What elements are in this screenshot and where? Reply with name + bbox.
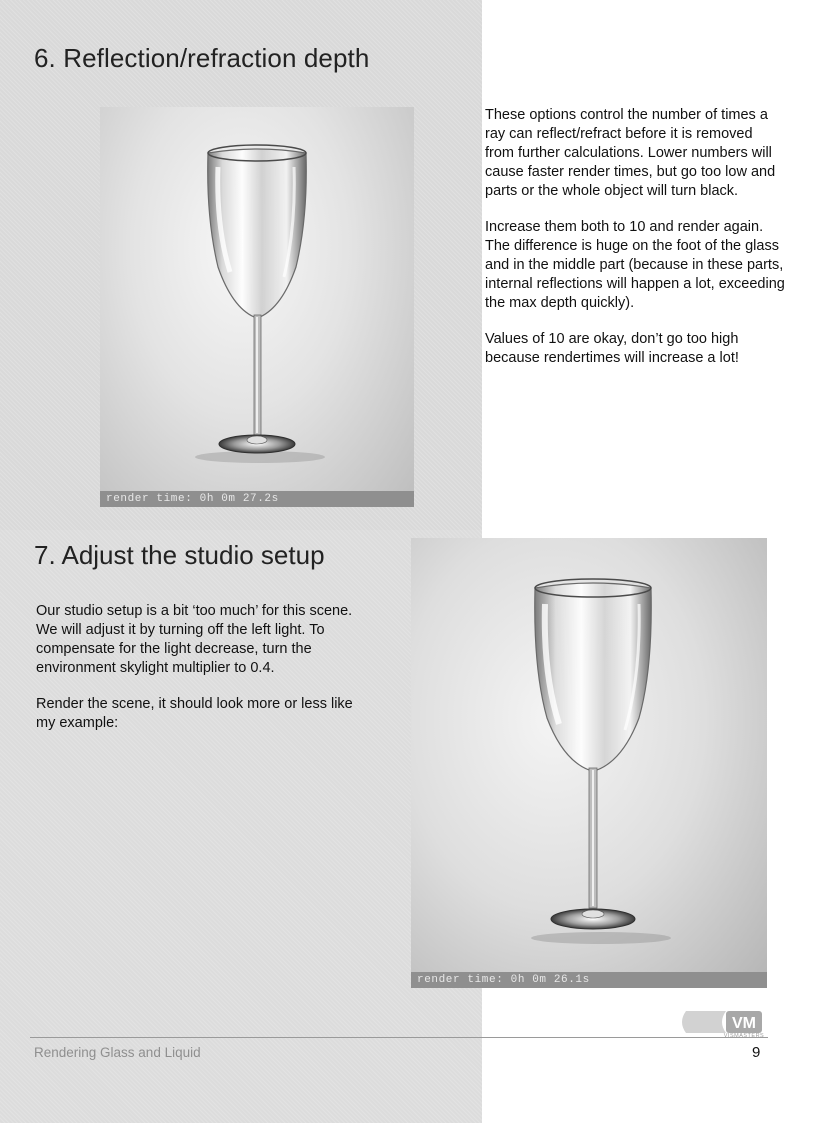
wine-glass-illustration — [411, 538, 767, 988]
logo-mark: VM — [732, 1015, 756, 1032]
wine-glass-illustration — [100, 107, 414, 507]
vismasters-logo — [678, 1007, 768, 1037]
section-6-paragraph: These options control the number of times a ray can reflect/refract before it is removed from further calculations. Lower numbers will cause faster render times, but go too low and parts or the whole object will turn black. — [485, 107, 776, 199]
section-6-text — [485, 106, 785, 385]
render-time-label: render time: 0h 0m 26.1s — [411, 972, 767, 988]
section-7-title: 7. Adjust the studio setup — [34, 540, 325, 570]
section-7-paragraph: Our studio setup is a bit ‘too much’ for this scene. We will adjust it by turning off the left light. To compensate for the light decrease, turn the environment skylight multiplier to 0.4. — [36, 603, 353, 676]
render-time-label: render time: 0h 0m 27.2s — [100, 491, 414, 507]
render-image-wine-glass-2 — [411, 538, 767, 988]
section-7-paragraph: Render the scene, it should look more or less like my example: — [36, 696, 353, 731]
vismasters-logo-icon — [678, 1007, 768, 1037]
footer-document-title: Rendering Glass and Liquid — [34, 1045, 201, 1060]
section-6-paragraph: Increase them both to 10 and render again. The difference is huge on the foot of the glass and in the middle part (because in these parts, internal reflections will happen a lot, exceeding the max depth quickly). — [485, 219, 785, 311]
section-6-paragraph: Values of 10 are okay, don’t go too high because rendertimes will increase a lot! — [485, 331, 739, 366]
page-number: 9 — [752, 1044, 761, 1061]
logo-subtext: VISMASTERS — [723, 1033, 765, 1037]
footer-divider — [30, 1037, 768, 1038]
render-image-wine-glass-1 — [100, 107, 414, 507]
section-6-title: 6. Reflection/refraction depth — [34, 43, 370, 73]
section-7-text — [36, 602, 356, 750]
